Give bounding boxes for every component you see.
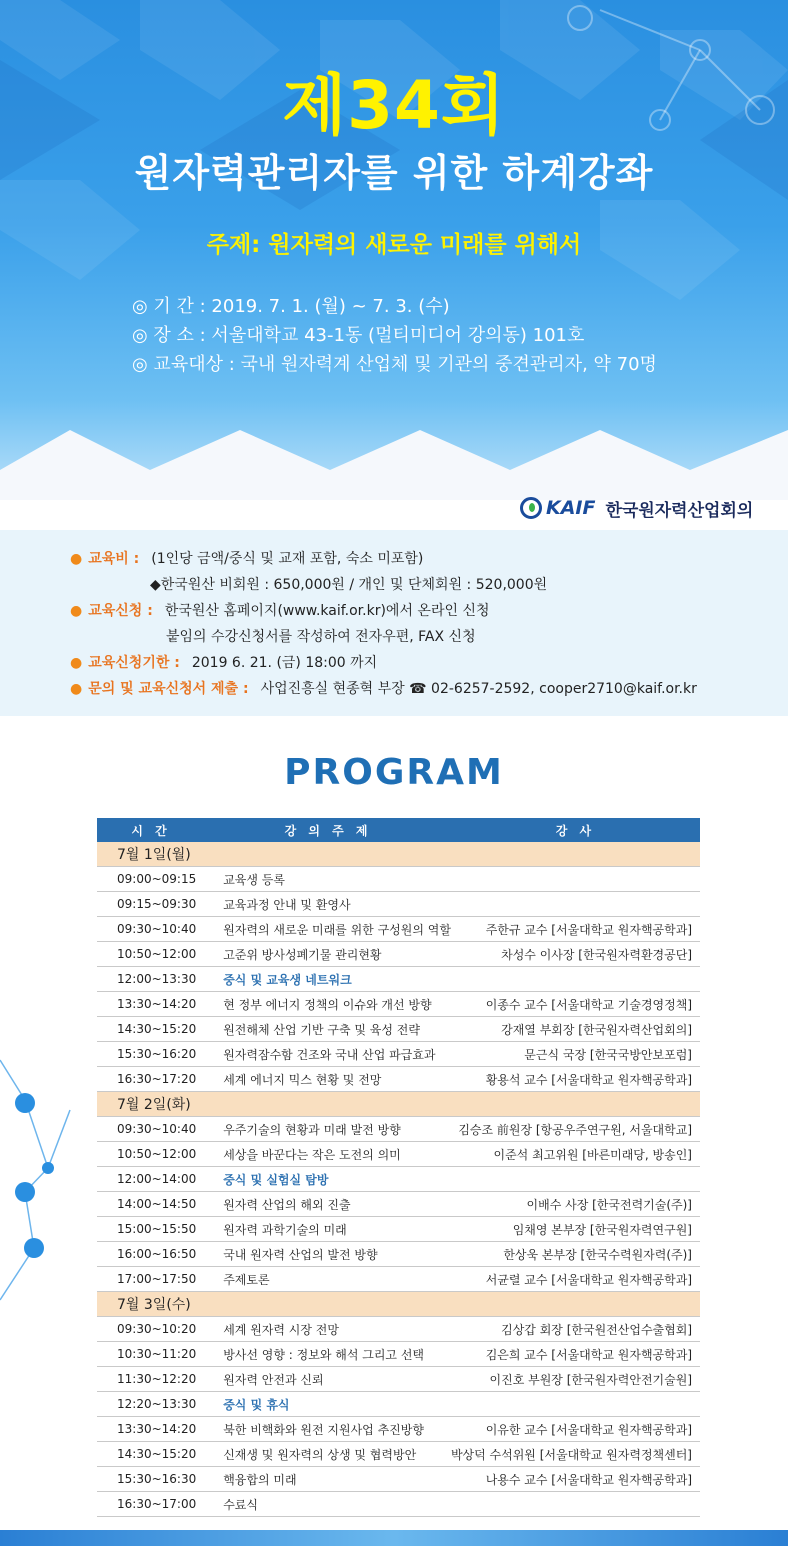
time-cell: 10:50~12:00	[97, 1142, 205, 1167]
time-cell: 16:30~17:20	[97, 1067, 205, 1092]
lecturer-cell: 문근식 국장 [한국국방안보포럼]	[451, 1042, 700, 1067]
subject-cell: 현 정부 에너지 정책의 이슈와 개선 방향	[205, 992, 451, 1017]
lecturer-cell: 황용석 교수 [서울대학교 원자핵공학과]	[451, 1067, 700, 1092]
lecturer-cell: 이배수 사장 [한국전력기술(주)]	[451, 1192, 700, 1217]
lecturer-cell	[451, 1492, 700, 1517]
table-row	[97, 1017, 700, 1042]
table-row	[97, 892, 700, 917]
lecturer-cell	[451, 967, 700, 992]
time-cell: 09:00~09:15	[97, 867, 205, 892]
deadline-row: ● 교육신청기한 : 2019 6. 21. (금) 18:00 까지	[70, 655, 378, 671]
table-row	[97, 917, 700, 942]
lecturer-cell: 이준석 최고위원 [바른미래당, 방송인]	[451, 1142, 700, 1167]
subject-cell: 핵융합의 미래	[205, 1467, 451, 1492]
table-row	[97, 1492, 700, 1517]
program-title: PROGRAM	[284, 752, 504, 793]
subject-cell: 중식 및 실험실 탐방	[205, 1167, 451, 1192]
day-row	[97, 1292, 700, 1317]
subject-cell: 원자력의 새로운 미래를 위한 구성원의 역할	[205, 917, 451, 942]
fee-row: ● 교육비 : (1인당 금액/중식 및 교재 포함, 숙소 미포함)	[70, 551, 424, 567]
tool-icon	[42, 1162, 54, 1174]
subject-cell: 원자력 안전과 신뢰	[205, 1367, 451, 1392]
subject-cell: 신재생 및 원자력의 상생 및 협력방안	[205, 1442, 451, 1467]
lecturer-cell: 박상덕 수석위원 [서울대학교 원자력정책센터]	[451, 1442, 700, 1467]
kaif-logo-text: KAIF	[546, 497, 596, 519]
time-cell: 15:30~16:30	[97, 1467, 205, 1492]
bottom-bar	[0, 1530, 788, 1546]
time-cell: 09:30~10:20	[97, 1317, 205, 1342]
time-cell: 10:30~11:20	[97, 1342, 205, 1367]
lecture-number-title: 제34회	[282, 67, 506, 144]
time-cell: 17:00~17:50	[97, 1267, 205, 1292]
table-row	[97, 1042, 700, 1067]
table-row	[97, 1217, 700, 1242]
day-label: 7월 3일(수)	[97, 1292, 700, 1317]
table-row	[97, 1467, 700, 1492]
lecturer-cell	[451, 892, 700, 917]
table-row	[97, 1142, 700, 1167]
header-time: 시 간	[97, 818, 205, 842]
fee-text: (1인당 금액/중식 및 교재 포함, 숙소 미포함)	[151, 551, 424, 567]
time-cell: 09:15~09:30	[97, 892, 205, 917]
subject-cell: 국내 원자력 산업의 발전 방향	[205, 1242, 451, 1267]
network-decoration-left	[0, 1040, 90, 1440]
subject-cell: 고준위 방사성폐기물 관리현황	[205, 942, 451, 967]
lecturer-cell: 김은희 교수 [서울대학교 원자핵공학과]	[451, 1342, 700, 1367]
time-cell: 11:30~12:20	[97, 1367, 205, 1392]
lecturer-cell: 차성수 이사장 [한국원자력환경공단]	[451, 942, 700, 967]
subject-cell: 세상을 바꾼다는 작은 도전의 의미	[205, 1142, 451, 1167]
apply-text-2: 붙임의 수강신청서를 작성하여 전자우편, FAX 신청	[166, 629, 476, 645]
info-venue: ◎ 장 소 : 서울대학교 43-1동 (멀티미디어 강의동) 101호	[132, 325, 585, 346]
mail-icon	[24, 1238, 44, 1258]
table-row	[97, 1367, 700, 1392]
lecturer-cell: 이유한 교수 [서울대학교 원자핵공학과]	[451, 1417, 700, 1442]
time-cell: 16:00~16:50	[97, 1242, 205, 1267]
subject-cell: 중식 및 휴식	[205, 1392, 451, 1417]
contact-text: 사업진흥실 현종혁 부장 ☎ 02-6257-2592, cooper2710@kaif.or.kr	[260, 681, 697, 697]
lecturer-cell: 주한규 교수 [서울대학교 원자핵공학과]	[451, 917, 700, 942]
table-row	[97, 1417, 700, 1442]
table-header	[97, 818, 700, 842]
lecturer-cell: 김상갑 회장 [한국원전산업수출협회]	[451, 1317, 700, 1342]
subject-cell: 세계 에너지 믹스 현황 및 전망	[205, 1067, 451, 1092]
table-row	[97, 1317, 700, 1342]
day-row	[97, 842, 700, 867]
subject-cell: 교육생 등록	[205, 867, 451, 892]
lecturer-cell: 한상욱 본부장 [한국수력원자력(주)]	[451, 1242, 700, 1267]
break-row	[97, 1167, 700, 1192]
time-cell: 15:00~15:50	[97, 1217, 205, 1242]
break-row	[97, 967, 700, 992]
time-cell: 09:30~10:40	[97, 1117, 205, 1142]
program-table	[97, 818, 700, 1517]
program-rows	[97, 842, 700, 1517]
subject-cell: 주제토론	[205, 1267, 451, 1292]
event-info	[132, 292, 657, 379]
lecturer-cell: 강재열 부회장 [한국원자력산업회의]	[451, 1017, 700, 1042]
table-row	[97, 992, 700, 1017]
deadline-text: 2019 6. 21. (금) 18:00 까지	[191, 655, 378, 671]
table-row	[97, 1442, 700, 1467]
day-label: 7월 2일(화)	[97, 1092, 700, 1117]
time-cell: 13:30~14:20	[97, 1417, 205, 1442]
theme-subtitle: 주제: 원자력의 새로운 미래를 위해서	[206, 232, 582, 258]
lecturer-cell: 김승조 前원장 [항공우주연구원, 서울대학교]	[451, 1117, 700, 1142]
time-cell: 16:30~17:00	[97, 1492, 205, 1517]
time-cell: 10:50~12:00	[97, 942, 205, 967]
time-cell: 14:00~14:50	[97, 1192, 205, 1217]
hero-banner	[0, 0, 788, 500]
table-row	[97, 1242, 700, 1267]
trophy-icon	[15, 1093, 35, 1113]
header-subject: 강 의 주 제	[205, 818, 451, 842]
day-row	[97, 1092, 700, 1117]
break-row	[97, 1392, 700, 1417]
apply-row: ● 교육신청 : 한국원산 홈페이지(www.kaif.or.kr)에서 온라인 신청	[70, 603, 490, 619]
lecturer-cell: 이진호 부원장 [한국원자력안전기술원]	[451, 1367, 700, 1392]
time-cell: 14:30~15:20	[97, 1442, 205, 1467]
table-row	[97, 1117, 700, 1142]
day-label: 7월 1일(월)	[97, 842, 700, 867]
kaif-logo-icon	[520, 497, 542, 519]
subject-cell: 북한 비핵화와 원전 지원사업 추진방향	[205, 1417, 451, 1442]
deadline-label: 교육신청기한 :	[88, 655, 180, 671]
table-row	[97, 942, 700, 967]
main-title: 원자력관리자를 위한 하계강좌	[134, 151, 654, 195]
time-cell: 12:00~13:30	[97, 967, 205, 992]
fee-detail: ◆한국원산 비회원 : 650,000원 / 개인 및 단체회원 : 520,000원	[150, 577, 548, 593]
table-row	[97, 1067, 700, 1092]
time-cell: 09:30~10:40	[97, 917, 205, 942]
contact-row: ● 문의 및 교육신청서 제출 : 사업진흥실 현종혁 부장 ☎ 02-6257-2592, cooper2710@kaif.or.kr	[70, 681, 697, 697]
subject-cell: 중식 및 교육생 네트워크	[205, 967, 451, 992]
fee-label: 교육비 :	[88, 551, 140, 567]
subject-cell: 우주기술의 현황과 미래 발전 방향	[205, 1117, 451, 1142]
lecturer-cell: 이종수 교수 [서울대학교 기술경영정책]	[451, 992, 700, 1017]
kaif-logo	[520, 494, 753, 522]
fee-info-section	[0, 530, 788, 716]
header-lecturer: 강 사	[451, 818, 700, 842]
apply-label: 교육신청 :	[88, 603, 153, 619]
subject-cell: 방사선 영향 : 정보와 해석 그리고 선택	[205, 1342, 451, 1367]
table-row	[97, 1267, 700, 1292]
lecturer-cell	[451, 1167, 700, 1192]
time-cell: 12:00~14:00	[97, 1167, 205, 1192]
apply-text: 한국원산 홈페이지(www.kaif.or.kr)에서 온라인 신청	[164, 603, 490, 619]
table-row	[97, 1192, 700, 1217]
time-cell: 14:30~15:20	[97, 1017, 205, 1042]
time-cell: 15:30~16:20	[97, 1042, 205, 1067]
lecturer-cell	[451, 867, 700, 892]
time-cell: 13:30~14:20	[97, 992, 205, 1017]
subject-cell: 교육과정 안내 및 환영사	[205, 892, 451, 917]
info-period: ◎ 기 간 : 2019. 7. 1. (월) ~ 7. 3. (수)	[132, 296, 450, 317]
subject-cell: 원자력잠수함 건조와 국내 산업 파급효과	[205, 1042, 451, 1067]
time-cell: 12:20~13:30	[97, 1392, 205, 1417]
table-row	[97, 1342, 700, 1367]
subject-cell: 원자력 과학기술의 미래	[205, 1217, 451, 1242]
kaif-org-name: 한국원자력산업회의	[605, 500, 754, 521]
subject-cell: 세계 원자력 시장 전망	[205, 1317, 451, 1342]
lab-icon	[15, 1182, 35, 1202]
lecturer-cell: 서균렬 교수 [서울대학교 원자핵공학과]	[451, 1267, 700, 1292]
lecturer-cell: 임채영 본부장 [한국원자력연구원]	[451, 1217, 700, 1242]
lecturer-cell	[451, 1392, 700, 1417]
table-row	[97, 867, 700, 892]
info-audience: ◎ 교육대상 : 국내 원자력계 산업체 및 기관의 중견관리자, 약 70명	[132, 354, 657, 375]
lecturer-cell: 나용수 교수 [서울대학교 원자핵공학과]	[451, 1467, 700, 1492]
subject-cell: 원전해체 산업 기반 구축 및 육성 전략	[205, 1017, 451, 1042]
subject-cell: 수료식	[205, 1492, 451, 1517]
contact-label: 문의 및 교육신청서 제출 :	[88, 681, 249, 697]
subject-cell: 원자력 산업의 해외 진출	[205, 1192, 451, 1217]
